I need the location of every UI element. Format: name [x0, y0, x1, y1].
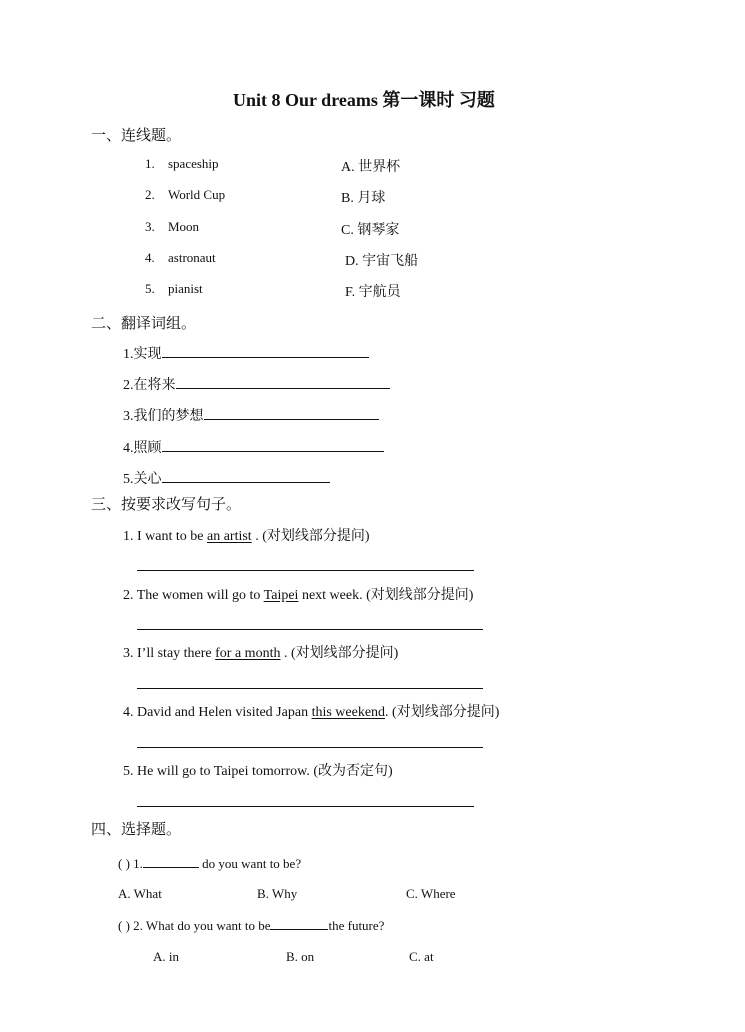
choice-option[interactable]: C. at [409, 949, 434, 964]
page-title: Unit 8 Our dreams 第一课时 习题 [233, 90, 495, 110]
question-text: the future? [328, 918, 385, 933]
match-left-num: 1. [145, 156, 155, 171]
sentence-text: 4. David and Helen visited Japan [123, 705, 312, 720]
underlined-part: this weekend [311, 705, 386, 720]
rewrite-sentence [123, 525, 370, 545]
match-left-item: spaceship [168, 156, 219, 171]
match-left-item: Moon [168, 219, 200, 234]
sentence-instruction: . (对划线部分提问) [280, 646, 399, 661]
sentence-instruction: . (对划线部分提问) [251, 529, 370, 544]
match-left-item: astronaut [168, 250, 216, 265]
choice-option[interactable]: A. What [118, 886, 162, 901]
choice-question [118, 917, 384, 934]
sentence-text: 2. The women will go to [123, 588, 264, 603]
answer-line[interactable] [137, 688, 483, 689]
answer-line[interactable] [137, 806, 474, 807]
answer-blank[interactable] [270, 917, 328, 930]
match-right-item: F. 宇航员 [345, 285, 401, 300]
match-right-item: B. 月球 [341, 191, 386, 206]
rewrite-sentence [123, 701, 499, 721]
match-right-item: C. 钢琴家 [341, 223, 400, 238]
answer-blank[interactable] [143, 855, 199, 868]
translate-prompt: 4.照顾 [123, 441, 162, 456]
question-number: ( ) 1. [118, 856, 143, 871]
match-left-num: 2. [145, 187, 155, 202]
answer-blank[interactable] [162, 343, 369, 358]
match-left-num: 3. [145, 219, 155, 234]
question-number: ( ) 2. What do you want to be [118, 918, 271, 933]
translate-prompt: 1.实现 [123, 347, 162, 362]
rewrite-sentence [123, 584, 473, 604]
match-left-item: World Cup [168, 187, 226, 202]
sentence-instruction: . (对划线部分提问) [385, 705, 500, 720]
answer-blank[interactable] [162, 437, 384, 452]
sentence-text: 5. He will go to Taipei tomorrow. (改为否定句) [123, 764, 393, 779]
translate-prompt: 2.在将来 [123, 378, 176, 393]
translate-prompt: 5.关心 [123, 472, 162, 487]
match-left-num: 4. [145, 250, 155, 265]
sentence-text: 3. I’ll stay there [123, 646, 216, 661]
choice-option[interactable]: A. in [153, 949, 179, 964]
translate-item [123, 437, 384, 457]
answer-blank[interactable] [162, 468, 330, 483]
choice-option[interactable]: B. Why [257, 886, 298, 901]
underlined-part: an artist [206, 529, 252, 544]
rewrite-sentence [123, 760, 393, 780]
match-right-item: A. 世界杯 [341, 160, 401, 175]
underlined-part: Taipei [263, 588, 299, 603]
section1-heading: 一、连线题。 [91, 128, 182, 144]
choice-option[interactable]: B. on [286, 949, 315, 964]
translate-item [123, 343, 369, 363]
answer-blank[interactable] [176, 374, 390, 389]
translate-item [123, 374, 390, 394]
sentence-text: 1. I want to be [123, 529, 207, 544]
section2-heading: 二、翻译词组。 [91, 316, 197, 332]
answer-line[interactable] [137, 570, 474, 571]
section3-heading: 三、按要求改写句子。 [91, 497, 242, 513]
answer-line[interactable] [137, 629, 483, 630]
sentence-instruction: next week. (对划线部分提问) [298, 588, 474, 603]
answer-line[interactable] [137, 747, 483, 748]
question-text: do you want to be? [198, 856, 302, 871]
answer-blank[interactable] [204, 405, 379, 420]
translate-item [123, 405, 379, 425]
choice-option[interactable]: C. Where [406, 886, 456, 901]
match-left-num: 5. [145, 281, 155, 296]
underlined-part: for a month [215, 646, 281, 661]
translate-prompt: 3.我们的梦想 [123, 409, 204, 424]
choice-question [118, 855, 301, 872]
section4-heading: 四、选择题。 [91, 822, 182, 838]
match-left-item: pianist [168, 281, 203, 296]
translate-item [123, 468, 330, 488]
match-right-item: D. 宇宙飞船 [345, 254, 419, 269]
rewrite-sentence [123, 642, 398, 662]
